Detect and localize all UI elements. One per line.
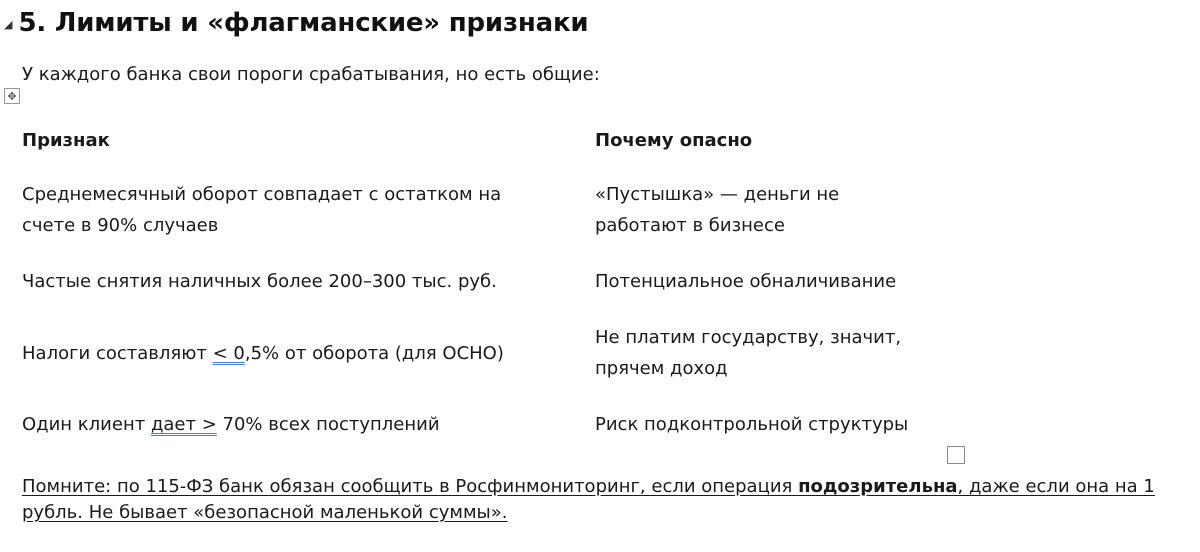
table-row [22, 168, 995, 252]
note-text-start: Помните: по 115-ФЗ банк обязан сообщить в Росфинмониторинг, если операция [22, 476, 799, 497]
table-row [22, 396, 995, 452]
table-header-row [22, 112, 995, 168]
sign-cell [22, 252, 595, 310]
sign-cell [22, 168, 595, 252]
reason-text: Не платим государству, значит, прячем доход [595, 327, 902, 379]
signs-table [22, 112, 995, 452]
spelling-marked-text[interactable]: дает > [150, 413, 217, 435]
section-heading: 5. Лимиты и «флагманские» признаки [18, 8, 589, 38]
intro-paragraph: У каждого банка свои пороги срабатывания, но есть общие: [22, 64, 600, 85]
spelling-marked-text[interactable]: < 0 [212, 342, 245, 364]
sign-text-end: ,5% от оборота (для ОСНО) [244, 342, 504, 364]
sign-text-start: Налоги составляют [22, 342, 213, 364]
sign-text-end: 70% всех поступлений [216, 413, 440, 435]
collapse-arrow-icon[interactable]: ◢ [4, 17, 13, 31]
note-bold-word: подозрительна [798, 476, 958, 497]
sign-text: Частые снятия наличных более 200–300 тыс. руб. [22, 270, 497, 292]
reason-cell [595, 396, 995, 452]
sign-cell [22, 310, 595, 396]
reason-text: «Пустышка» — деньги не работают в бизнесе [595, 184, 840, 236]
sign-text: Среднемесячный оборот совпадает с остатком на счете в 90% случаев [22, 184, 502, 236]
empty-checkbox[interactable] [947, 446, 965, 464]
reason-cell [595, 168, 995, 252]
reason-text: Потенциальное обналичивание [595, 270, 897, 292]
table-row [22, 252, 995, 310]
section-heading-row [4, 8, 588, 38]
reason-cell [595, 252, 995, 310]
table-row [22, 310, 995, 396]
note-text-end: , даже если она на 1 рубль. Не бывает «безопасной маленькой суммы». [22, 476, 1155, 523]
reminder-note [22, 474, 1197, 526]
header-reason: Почему опасно [595, 129, 753, 151]
reason-text: Риск подконтрольной структуры [595, 413, 909, 435]
sign-text-start: Один клиент [22, 413, 151, 435]
table-move-handle-icon[interactable]: ✥ [4, 88, 20, 104]
sign-cell [22, 396, 595, 452]
reason-cell [595, 310, 995, 396]
header-sign: Признак [22, 129, 110, 151]
